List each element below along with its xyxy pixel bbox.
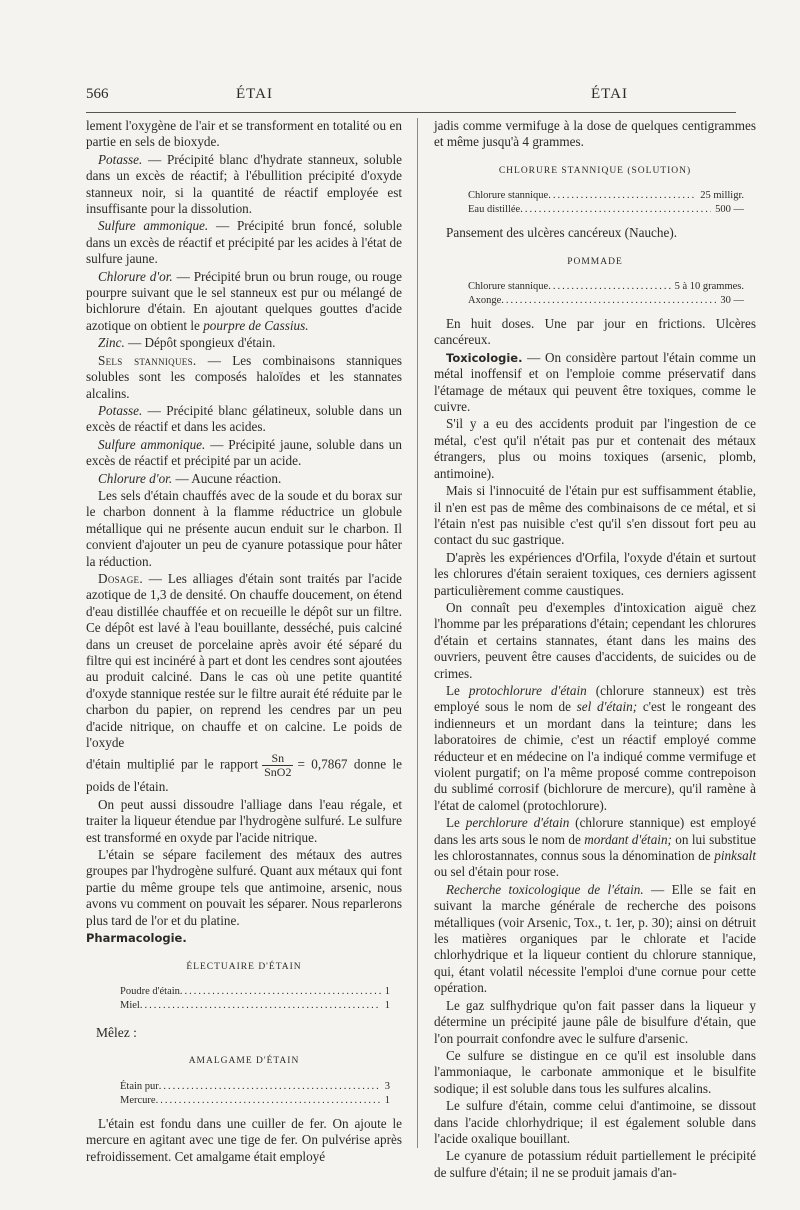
recipe-line — [86, 1080, 402, 1094]
recipe-list — [434, 280, 756, 308]
recipe-line — [434, 294, 756, 308]
recipe-line — [434, 203, 756, 217]
paragraph-text: — Précipité brun foncé, soluble dans un excès de réactif et précipité par les acides à l'état de sulfure jaune. — [86, 218, 402, 267]
paragraph-text: — Elle se fait en suivant la marche générale de recherche des poisons métalliques (voir Arsenic, Tox., t. 1er, p. 30); ainsi on détruit les matières organiques par le chlorate et l'acide chlorhydrique et la liqueur contient du chlorure stannique, qui, étant volatil nécessite l'emploi d'une cornue pour cette opération. — [434, 881, 756, 996]
paragraph-text: — Précipité jaune, soluble dans un excès de réactif et précipité par un acide. — [86, 436, 402, 469]
running-header — [86, 86, 736, 110]
paragraph: On connaît peu d'exemples d'intoxication aiguë chez l'homme par les préparations d'étain; cependant les chlorures d'étain et certains stannates, étant dans les mains des ouvriers, peuvent être causes d'accidents, de suicides ou de crimes. — [434, 599, 756, 681]
paragraph-text: — Dépôt spongieux d'étain. — [124, 335, 276, 351]
paragraph-text: (chlorure stannique) est employé dans les arts sous le nom de — [434, 815, 756, 847]
paragraph-text: — Aucune réaction. — [172, 470, 282, 486]
leader-dots — [548, 189, 696, 203]
ingredient-name: Eau distillée — [468, 204, 521, 216]
paragraph — [86, 218, 402, 267]
reagent-label: Sulfure ammonique. — [98, 218, 209, 234]
page-number: 566 — [86, 86, 109, 102]
recipe-list — [86, 1080, 402, 1108]
reagent-label: Potasse. — [98, 402, 143, 418]
paragraph — [86, 571, 402, 751]
recipe-title: CHLORURE STANNIQUE (SOLUTION) — [498, 165, 692, 176]
ingredient-quantity: 25 milligr. — [700, 190, 744, 202]
recipe-title: POMMADE — [567, 256, 623, 267]
column-divider — [417, 118, 418, 1148]
paragraph: En huit doses. Une par jour en frictions. Ulcères cancéreux. — [434, 316, 756, 348]
emphasis: pourpre de Cassius. — [203, 317, 309, 333]
paragraph-text: d'étain multiplié par le rapport — [86, 756, 259, 772]
paragraph: Ce sulfure se distingue en ce qu'il est insoluble dans l'ammoniaque, le carbonate ammonique et le bisulfite sodique; il est soluble dans tous les sulfures alcalins. — [434, 1047, 756, 1096]
leader-dots — [501, 294, 716, 308]
recipe-line — [86, 999, 402, 1013]
fraction-numerator: Sn — [262, 752, 293, 766]
section-heading — [86, 930, 402, 946]
reagent-label: Chlorure d'or. — [98, 268, 173, 284]
leader-dots — [520, 203, 711, 217]
reagent-label: Chlorure d'or. — [98, 470, 173, 486]
emphasis: mordant d'étain; — [584, 831, 672, 847]
paragraph-text: (chlorure stanneux) est très employé sous le nom de — [434, 682, 756, 715]
reagent-label: Zinc. — [98, 335, 125, 351]
instruction: Mêlez : — [96, 1024, 137, 1040]
leader-dots — [156, 1094, 381, 1108]
ingredient-quantity: 1 — [384, 1094, 390, 1106]
paragraph-text: Le — [446, 682, 469, 698]
paragraph-text: — On considère partout l'étain comme un métal inoffensif et on l'emploie comme préservatif dans l'étamage de métaux qui peuvent être toxiques, comme le cuivre. — [434, 349, 756, 415]
paragraph-text: c'est le rongeant des indienneurs et un mordant dans la teinture; dans les laboratoires de chimie, c'est un réactif employé comme réducteur et en médecine on l'a indiqué comme vermifuge et violent purgatif; on l'a même proposé comme contrepoison du sublimé corrosif (bichlorure de mercure), qu'il ramène à l'état de calomel (protochlorure). — [434, 699, 756, 813]
emphasis: pinksalt — [714, 848, 756, 864]
ingredient-name: Poudre d'étain — [120, 985, 180, 997]
paragraph — [434, 350, 756, 416]
paragraph-text: — Les combinaisons stanniques solubles sont les composés haloïdes et les stannates alcalins. — [86, 352, 402, 401]
ingredient-quantity: 3 — [384, 1080, 390, 1092]
recipe-line — [434, 189, 756, 203]
recipe-list — [434, 189, 756, 217]
paragraph-text: ou sel d'étain pour rose. — [434, 864, 560, 880]
paragraph: L'étain est fondu dans une cuiller de fer. On ajoute le mercure en agitant avec une tige de fer. On pulvérise après refroidissement. Cet amalgame était employé — [86, 1115, 402, 1164]
ingredient-quantity: 5 à 10 grammes. — [674, 281, 744, 293]
paragraph-text: Le — [446, 815, 466, 831]
paragraph-text: — Précipité blanc gélatineux, soluble dans un excès de réactif et dans les acides. — [86, 402, 402, 435]
reagent-label: Potasse. — [98, 151, 143, 167]
paragraph-text: — Précipité blanc d'hydrate stanneux, soluble dans un excès de réactif; à l'ébullition précipité d'oxyde stanneux noir, si la quantité de réactif employée est insuffisante pour la dissolution. — [86, 151, 402, 217]
ingredient-name: Chlorure stannique — [468, 190, 549, 202]
header-rule — [86, 112, 736, 113]
paragraph: Le sulfure d'étain, comme celui d'antimoine, se dissout dans l'acide chlorhydrique; il est également soluble dans l'acide oxalique bouillant. — [434, 1098, 756, 1146]
toxicology-heading: Toxicologie. — [446, 350, 523, 365]
paragraph: S'il y a eu des accidents produit par l'ingestion de ce métal, c'est qu'il n'était pas pur et contenait des métaux étrangers, plus ou moins toxiques (arsenic, plomb, antimoine). — [434, 416, 756, 481]
paragraph — [434, 882, 756, 997]
ingredient-quantity: 500 — — [715, 204, 744, 216]
paragraph: Le cyanure de potassium réduit partiellement le précipité de sulfure d'étain; il ne se produit jamais d'an- — [434, 1148, 756, 1180]
paragraph — [86, 437, 402, 470]
paragraph: jadis comme vermifuge à la dose de quelques centigrammes et même jusqu'à 4 grammes. — [434, 118, 756, 150]
formula-paragraph — [86, 752, 402, 795]
emphasis: protochlorure d'étain — [468, 682, 587, 698]
recipe-line — [434, 280, 756, 294]
header-title-right: ÉTAI — [591, 86, 628, 102]
ingredient-name: Étain pur — [120, 1080, 159, 1092]
ingredient-quantity: 30 — — [720, 295, 744, 307]
left-column — [86, 118, 402, 1166]
section-label: Dosage. — [98, 570, 143, 586]
ratio-fraction — [262, 752, 293, 779]
fraction-denominator: SnO2 — [264, 765, 292, 780]
paragraph-text: = 0,7867 donne le poids de l'étain. — [86, 756, 402, 795]
paragraph: D'après les expériences d'Orfila, l'oxyde d'étain et surtout les chlorures d'étain seraient toxiques, ces derniers agissent particulièrement comme caustiques. — [434, 549, 756, 598]
recipe-list — [86, 985, 402, 1013]
section-label: Sels stanniques. — [98, 352, 197, 368]
paragraph — [86, 403, 402, 436]
emphasis: Recherche toxicologique de l'étain. — [446, 881, 644, 897]
ingredient-name: Mercure — [120, 1094, 156, 1106]
recipe-title: AMALGAME D'ÉTAIN — [188, 1056, 300, 1067]
paragraph: Pansement des ulcères cancéreux (Nauche). — [446, 225, 678, 241]
leader-dots — [140, 999, 381, 1013]
recipe-line — [86, 1094, 402, 1108]
paragraph — [86, 471, 402, 487]
paragraph: Le gaz sulfhydrique qu'on fait passer dans la liqueur y détermine un précipité jaune pâle de bisulfure d'étain, que l'on pourrait confondre avec le sulfure d'arsenic. — [434, 997, 756, 1046]
recipe-line — [86, 985, 402, 999]
emphasis: sel d'étain; — [576, 699, 638, 715]
ingredient-quantity: 1 — [384, 999, 390, 1011]
paragraph: L'étain se sépare facilement des métaux des autres groupes par l'hydrogène sulfuré. Quant aux métaux qui font partie du même groupe tels que antimoine, arsenic, nous avons vu comment on pouvait les séparer. Nous reparlerons plus tard de l'or et du platine. — [86, 847, 402, 928]
paragraph — [86, 152, 402, 218]
emphasis: perchlorure d'étain — [465, 815, 570, 831]
leader-dots — [180, 985, 381, 999]
paragraph: Les sels d'étain chauffés avec de la soude et du borax sur le charbon donnent à la flamme réductrice un globule métallique qui ne présente aucun enduit sur le charbon. Il convient d'ajouter un peu de cyanure potassique pour hâter la réduction. — [86, 487, 402, 569]
paragraph: On peut aussi dissoudre l'alliage dans l'eau régale, et traiter la liqueur étendue par l'hydrogène sulfuré. Le sulfure est transformé en oxyde par l'acide nitrique. — [86, 796, 402, 845]
pharmacology-heading: Pharmacologie. — [86, 931, 187, 946]
right-column — [434, 118, 756, 1182]
reagent-label: Sulfure ammonique. — [98, 436, 206, 452]
paragraph — [434, 815, 756, 881]
paragraph — [86, 335, 402, 351]
paragraph-text: on lui substitue les chlorostannates, connus sous la dénomination de — [434, 831, 756, 864]
paragraph-text: — Précipité brun ou brun rouge, ou rouge pourpre suivant que le sel stanneux est pur ou mélangé de bichlorure d'étain. En ajoutant quelques gouttes d'acide azotique on obtient le — [86, 268, 402, 333]
paragraph-text: — Les alliages d'étain sont traités par l'acide azotique de 1,3 de densité. On chauffe doucement, on étend d'eau distillée chauffée et on recueille le dépôt sur un filtre. Ce dépôt est lavé à l'eau bouillante, desséché, puis calciné dans un creuset de porcelaine après avoir été séparé du filtre qui est incinéré à part et dont les cendres sont ajoutées au produit calciné. Dans le cas où une petite quantité d'oxyde stannique restée sur le filtre aurait été réduite par le charbon du papier, on reprend les cendres par un peu d'acide nitrique, on chauffe et on calcine. Le poids de l'oxyde — [86, 570, 402, 751]
header-title-left: ÉTAI — [236, 86, 273, 102]
paragraph — [86, 269, 402, 335]
leader-dots — [548, 280, 670, 294]
leader-dots — [159, 1080, 381, 1094]
paragraph: Mais si l'innocuité de l'étain pur est suffisamment établie, il n'en est pas de même des combinaisons de ce métal, et si l'étain n'est pas nuisible c'est qu'il s'en dissout fort peu au contact du suc gastrique. — [434, 483, 756, 548]
ingredient-quantity: 1 — [384, 985, 390, 997]
ingredient-name: Miel — [120, 999, 140, 1011]
paragraph — [86, 353, 402, 402]
ingredient-name: Axonge — [468, 295, 502, 307]
paragraph: lement l'oxygène de l'air et se transforment en totalité ou en partie en sels de bioxyde. — [86, 118, 402, 150]
recipe-title: ÉLECTUAIRE D'ÉTAIN — [186, 961, 302, 972]
ingredient-name: Chlorure stannique — [468, 281, 549, 293]
paragraph — [434, 683, 756, 814]
